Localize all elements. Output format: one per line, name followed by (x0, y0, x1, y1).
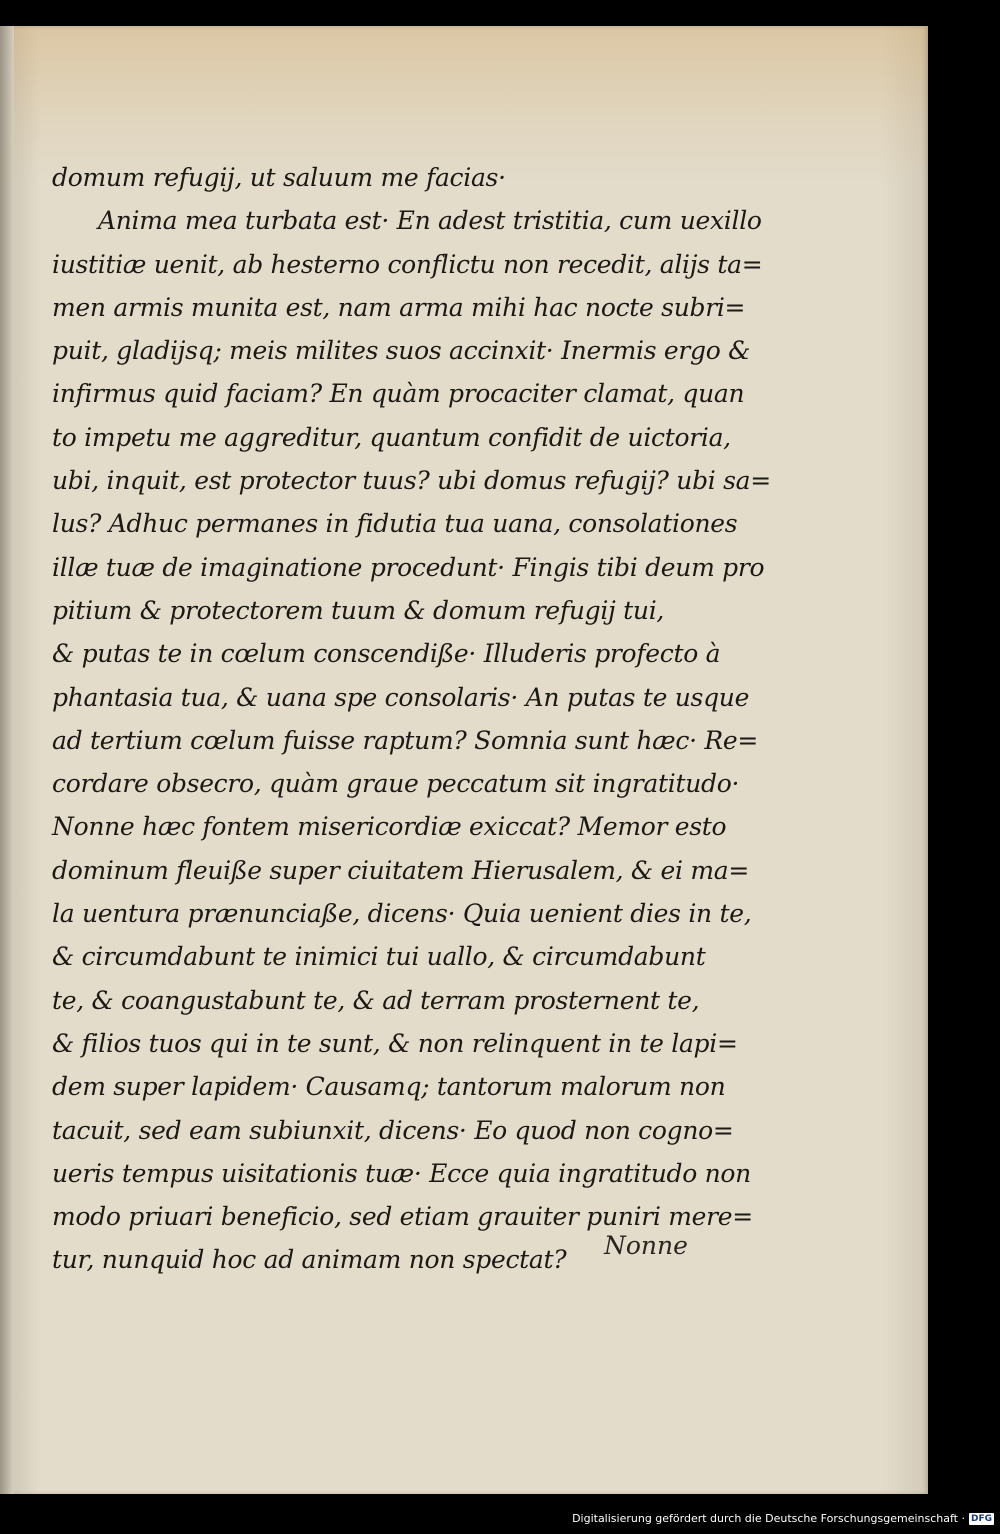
text-line: & circumdabunt te inimici tui uallo, & circumdabunt (52, 942, 706, 972)
text-line: tacuit, sed eam subiunxit, dicens· Eo quod non cogno= (52, 1115, 734, 1145)
text-line: phantasia tua, & uana spe consolaris· An putas te usque (52, 682, 750, 712)
text-line: ueris tempus uisitationis tuæ· Ecce quia ingratitudo non (52, 1158, 751, 1188)
digitization-footer (572, 1506, 994, 1532)
text-line: & filios tuos qui in te sunt, & non relinquent in te lapi= (52, 1028, 738, 1058)
text-line: & putas te in cœlum conscendiße· Illuderis profecto à (52, 639, 721, 669)
text-line: domum refugij, ut saluum me facias· (52, 163, 506, 192)
text-line: te, & coangustabunt te, & ad terram prosternent te, (52, 985, 700, 1015)
text-line: la uentura prænunciaße, dicens· Quia uenient dies in te, (52, 899, 752, 929)
footer-credit-text: Digitalisierung gefördert durch die Deutsche Forschungsgemeinschaft · (572, 1512, 965, 1525)
text-line: tur, nunquid hoc ad animam non spectat? (52, 1245, 567, 1275)
text-line: dem super lapidem· Causamq; tantorum malorum non (52, 1072, 726, 1102)
dfg-logo-icon: DFG (970, 1514, 992, 1524)
text-line: puit, gladijsq; meis milites suos accinxit· Inermis ergo & (52, 336, 751, 366)
text-line: Nonne hæc fontem misericordiæ exiccat? Memor esto (52, 812, 727, 842)
text-line: infirmus quid faciam? En quàm procaciter clamat, quan (52, 379, 745, 409)
text-line: cordare obsecro, quàm graue peccatum sit ingratitudo· (52, 769, 740, 799)
book-page (0, 26, 928, 1494)
text-line: pitium & protectorem tuum & domum refugij tui, (52, 595, 665, 625)
text-line: modo priuari beneficio, sed etiam grauiter puniri mere= (52, 1202, 753, 1232)
text-line: dominum fleuiße super ciuitatem Hierusalem, & ei ma= (52, 855, 750, 885)
text-line: lus? Adhuc permanes in fidutia tua uana, consolationes (52, 509, 738, 539)
text-line: Anima mea turbata est· En adest tristitia, cum uexillo (98, 206, 762, 236)
text-line: iustitiæ uenit, ab hesterno conflictu non recedit, alijs ta= (52, 249, 763, 279)
text-line: illæ tuæ de imaginatione procedunt· Fingis tibi deum pro (52, 552, 765, 582)
text-block (52, 156, 771, 1282)
text-line: men armis munita est, nam arma mihi hac nocte subri= (52, 292, 746, 322)
text-line: to impetu me aggreditur, quantum confidit de uictoria, (52, 422, 731, 452)
text-line: ubi, inquit, est protector tuus? ubi domus refugij? ubi sa= (52, 466, 771, 496)
page-gutter-shadow (0, 26, 14, 1494)
text-line: ad tertium cœlum fuisse raptum? Somnia sunt hæc· Re= (52, 725, 759, 755)
catchword: Nonne (604, 1231, 688, 1260)
